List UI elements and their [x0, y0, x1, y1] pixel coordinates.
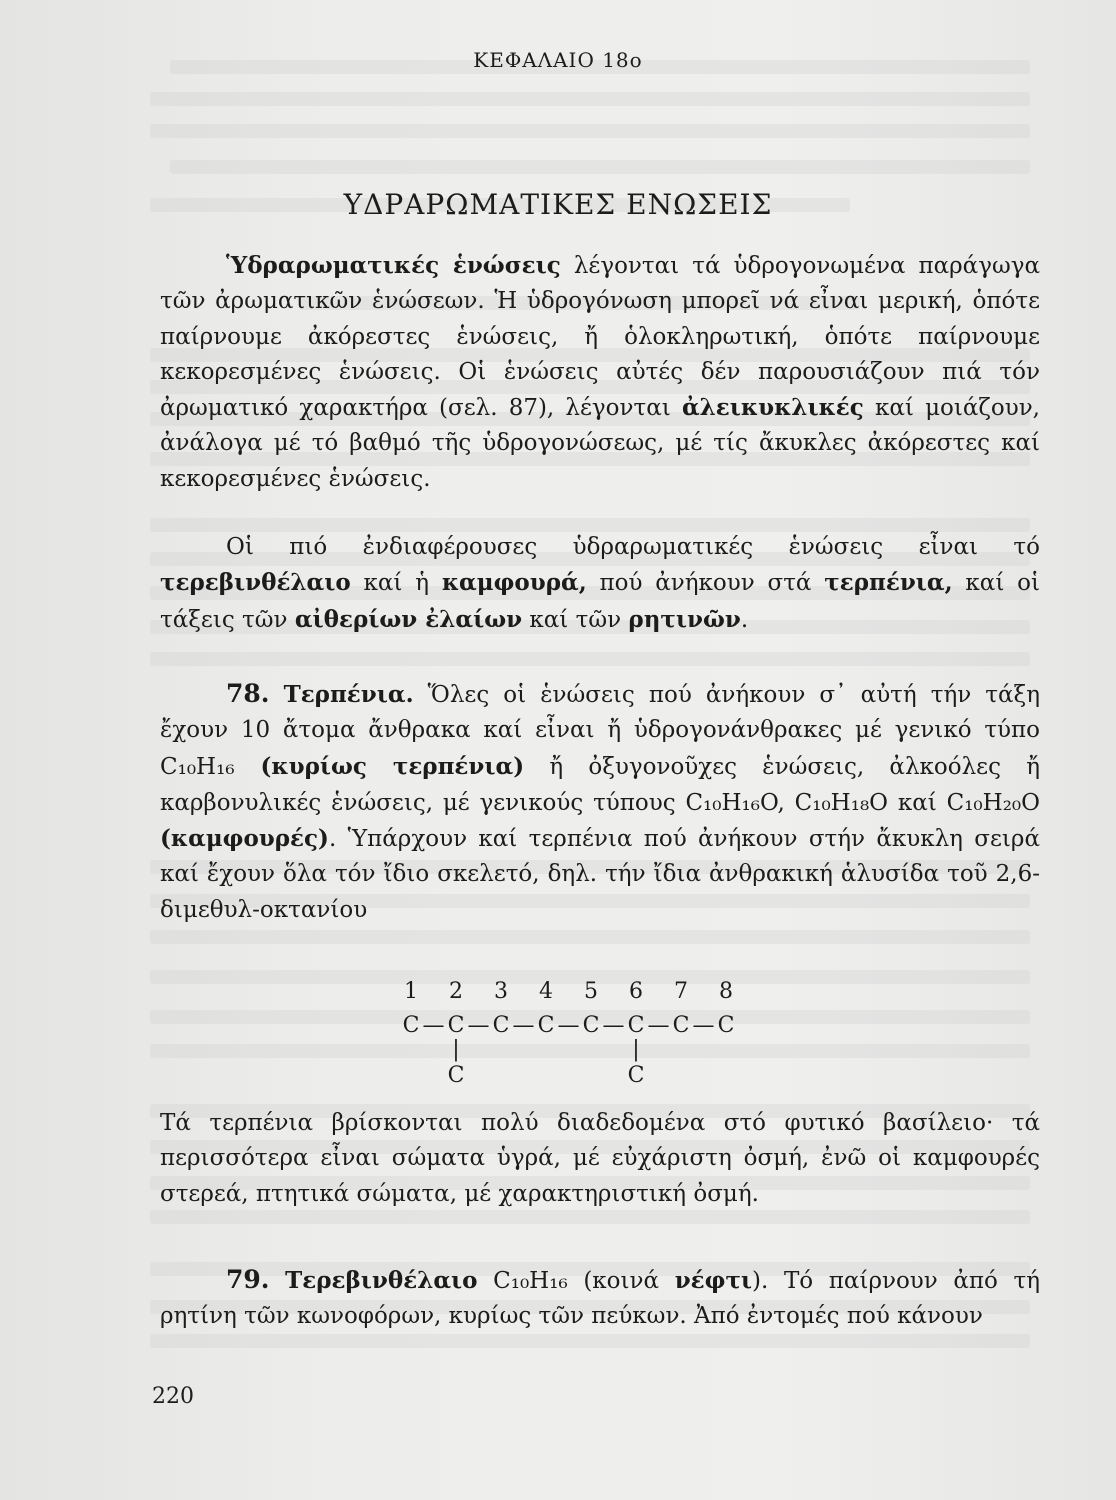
term-terpenes: τερπένια,	[824, 569, 953, 597]
formula-c10h20o: C₁₀H₂₀O	[946, 789, 1040, 816]
branch-bond: |	[452, 1037, 460, 1062]
formula-c10h18o: C₁₀H₁₈O	[794, 789, 889, 816]
chain-carbon-6: C	[627, 1013, 645, 1038]
chain-carbon-5: C	[582, 1013, 600, 1038]
formula-c10h16: C₁₀H₁₆	[160, 753, 235, 780]
term-resins: ρητινῶν	[628, 605, 741, 633]
chain-carbon-4: C	[537, 1013, 555, 1038]
chain-bond: —	[557, 1013, 580, 1038]
formula-c10h16o: C₁₀H₁₆O	[685, 789, 778, 816]
chain-bond: —	[422, 1013, 445, 1038]
structural-formula	[395, 976, 755, 1088]
methyl-carbon-2: C	[447, 1063, 465, 1088]
chain-carbon-7: C	[672, 1013, 690, 1038]
chain-bond: —	[512, 1013, 535, 1038]
section-78-paragraph: 78. Τερπένια. Ὅλες οἱ ἑνώσεις πού ἀνήκουν σ᾽ αὐτή τήν τάξη ἔχουν 10 ἄτομα ἄνθρακα καί εἶναι ἤ ὑδρογονάνθρακες μέ γενικό τύπο C₁₀H₁₆ (κυρίως τερπένια) ἤ ὀξυγονοῦχες ἑνώσεις, ἀλκοόλες ἤ καρβονυλικές ἑνώσεις, μέ γενικούς τύπους C₁₀H₁₆O, C₁₀H₁₈O καί C₁₀H₂₀O (καμφουρές). Ὑπάρχουν καί τερπένια πού ἀνήκουν στήν ἄκυκλη σειρά καί ἔχουν ὅλα τόν ἴδιο σκελετό, δηλ. τήν ἴδια ἀνθρακική ἁλυσίδα τοῦ 2,6-διμεθυλ-οκτανίου	[160, 679, 1041, 923]
formula-turpentine: C₁₀H₁₆	[493, 1268, 568, 1294]
terpenes-occurrence-paragraph: Τά τερπένια βρίσκονται πολύ διαδεδομένα στό φυτικό βασίλειο· τά περισσότερα εἶναι σώματα ὑγρά, μέ εὐχάριστη ὀσμή, ἐνῶ οἱ καμφουρές στερεά, πτητικά σώματα, μέ χαρακτηριστική ὀσμή.	[160, 1110, 1040, 1207]
term-hydroaromatic: Ὑδραρωματικές ἑνώσεις	[226, 252, 561, 279]
position-number-5: 5	[584, 979, 598, 1004]
term-turpentine: τερεβινθέλαιο	[160, 569, 351, 597]
position-number-7: 7	[674, 979, 688, 1004]
chain-carbon-2: C	[447, 1013, 465, 1038]
position-number-1: 1	[404, 979, 418, 1004]
carbon-skeleton-diagram	[395, 976, 755, 1088]
methyl-carbon-6: C	[627, 1063, 645, 1088]
chain-bond: —	[692, 1013, 715, 1038]
section-79-heading: Τερεβινθέλαιο	[285, 1267, 478, 1294]
chain-bond: —	[602, 1013, 625, 1038]
term-essential-oils: αἰθερίων ἐλαίων	[294, 605, 523, 633]
running-head: ΚΕΦΑΛΑΙΟ 18ο	[473, 48, 643, 72]
intro-paragraph-2: Οἱ πιό ἐνδιαφέρουσες ὑδραρωματικές ἑνώσεις εἶναι τό τερεβινθέλαιο καί ἡ καμφουρά, πού ἀνήκουν στά τερπένια, καί οἱ τάξεις τῶν αἰθερίων ἐλαίων καί τῶν ρητινῶν.	[160, 534, 1041, 633]
term-camphor: καμφουρά,	[441, 569, 587, 597]
position-number-6: 6	[629, 979, 643, 1004]
chapter-title: ΥΔΡΑΡΩΜΑΤΙΚΕΣ ΕΝΩΣΕΙΣ	[343, 188, 773, 221]
section-78-number: 78.	[226, 679, 270, 708]
section-79-paragraph: 79. Τερεβινθέλαιο C₁₀H₁₆ (κοινά νέφτι). Τό παίρνουν ἀπό τή ρητίνη τῶν κωνοφόρων, κυρίως τῶν πεύκων. Ἀπό ἐντομές πού κάνουν	[160, 1265, 1041, 1330]
chain-carbon-8: C	[717, 1013, 735, 1038]
term-common-name: νέφτι	[674, 1267, 753, 1294]
position-number-8: 8	[719, 979, 733, 1004]
section-79-number: 79.	[226, 1265, 270, 1294]
chain-carbon-3: C	[492, 1013, 510, 1038]
intro-paragraph-1: Ὑδραρωματικές ἑνώσεις λέγονται τά ὑδρογονωμένα παράγωγα τῶν ἀρωματικῶν ἑνώσεων. Ἡ ὑδρογόνωση μπορεῖ νά εἶναι μερική, ὁπότε παίρνουμε ἀκόρεστες ἑνώσεις, ἤ ὁλοκληρωτική, ὁπότε παίρνουμε κεκορεσμένες ἑνώσεις. Οἱ ἑνώσεις αὐτές δέν παρουσιάζουν πιά τόν ἀρωματικό χαρακτήρα (σελ. 87), λέγονται ἀλεικυκλικές καί μοιάζουν, ἀνάλογα μέ τό βαθμό τῆς ὑδρογονώσεως, μέ τίς ἄκυκλες ἀκόρεστες καί κεκορεσμένες ἑνώσεις.	[160, 252, 1040, 492]
branch-bond: |	[632, 1037, 640, 1062]
chain-carbon-1: C	[402, 1013, 420, 1038]
term-alicyclic: ἀλεικυκλικές	[681, 394, 864, 422]
position-number-4: 4	[539, 979, 553, 1004]
chain-bond: —	[467, 1013, 490, 1038]
page-number: 220	[152, 1384, 194, 1409]
position-number-3: 3	[494, 979, 508, 1004]
chain-bond: —	[647, 1013, 670, 1038]
position-number-2: 2	[449, 979, 463, 1004]
section-78-heading: Τερπένια.	[283, 681, 414, 708]
